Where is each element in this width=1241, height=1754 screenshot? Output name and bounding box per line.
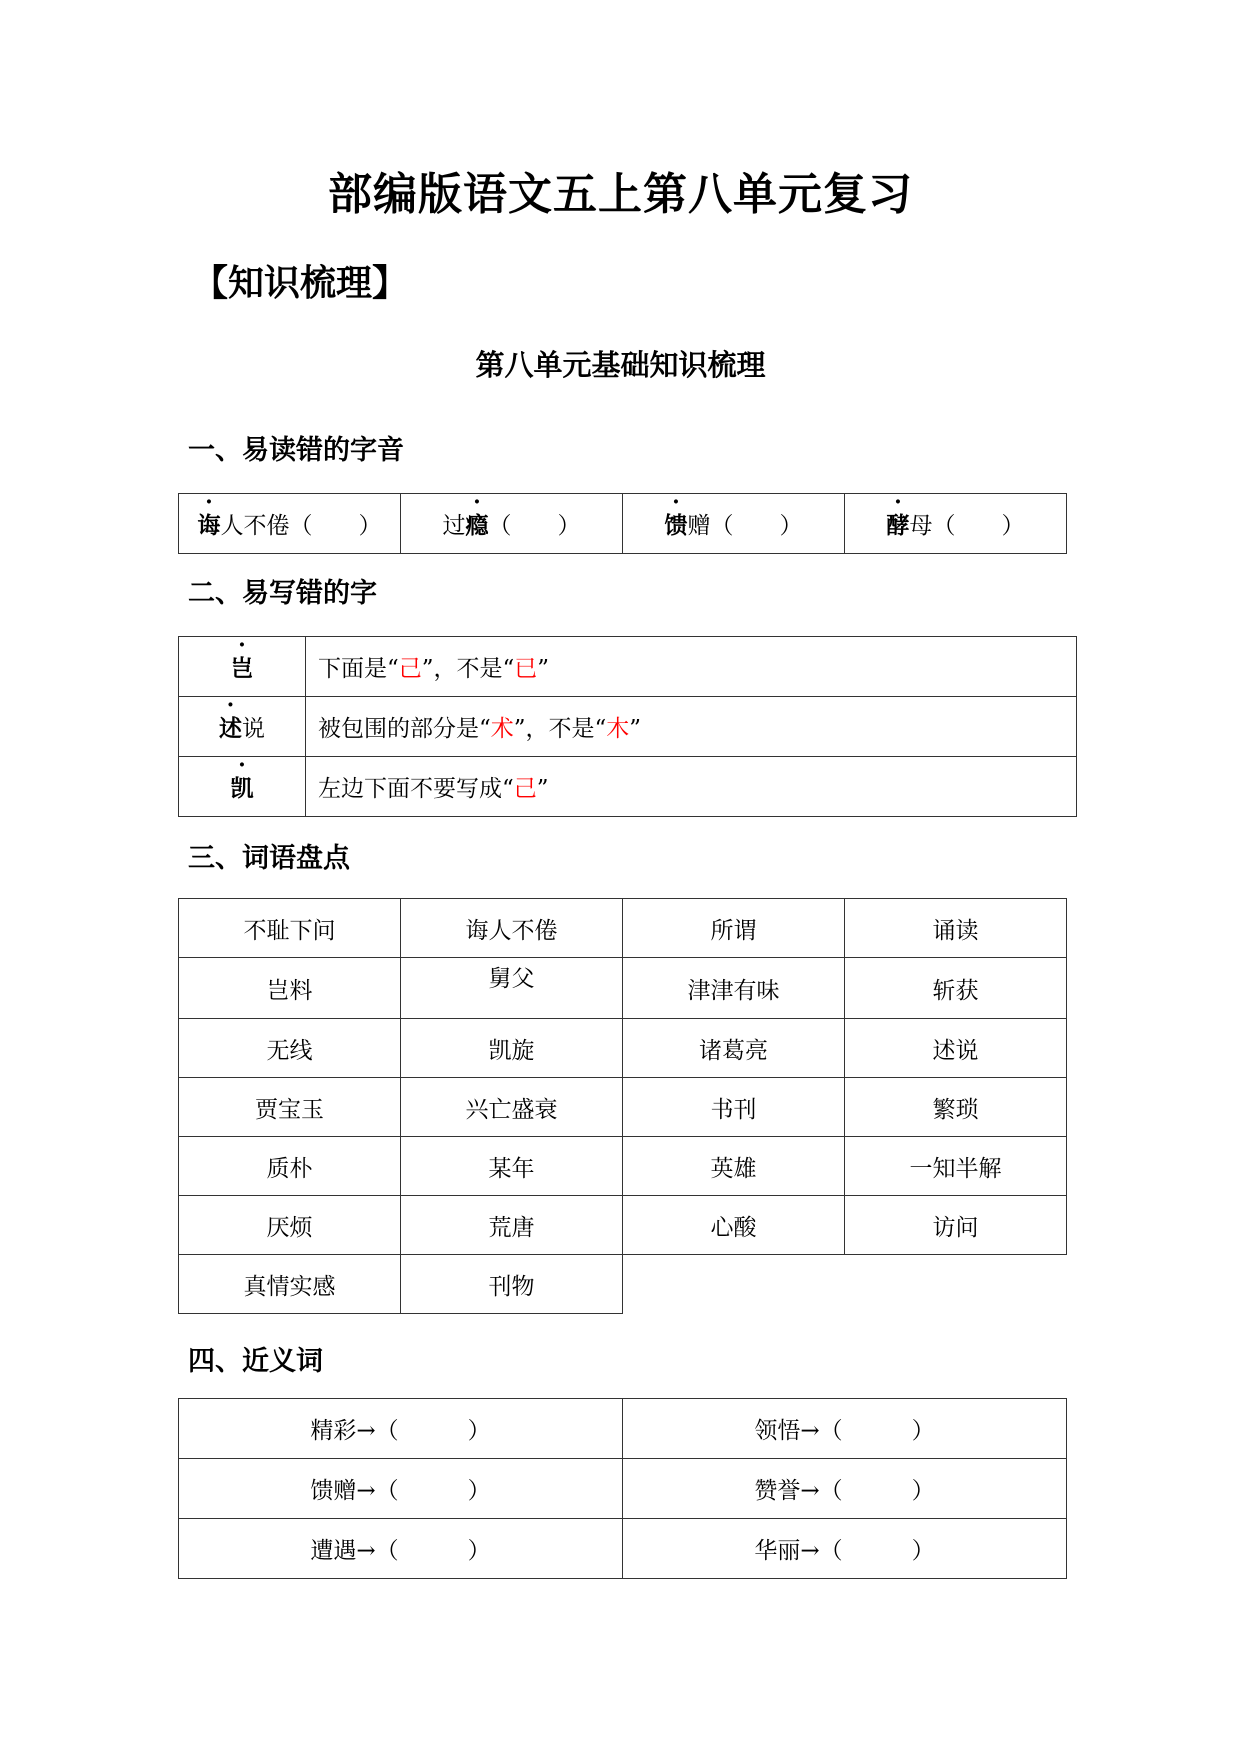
word-cell: 不耻下问 xyxy=(179,899,401,958)
word-cell: 诵读 xyxy=(845,899,1067,958)
word-cell: 一知半解 xyxy=(845,1137,1067,1196)
note-cell: 被包围的部分是“术”，不是“木” xyxy=(306,697,1077,757)
table-row xyxy=(179,1196,1067,1255)
pronunciation-cell: 馈赠（ ） xyxy=(623,494,845,554)
synonym-cell: 馈赠→（ ） xyxy=(179,1459,623,1519)
synonym-cell: 精彩→（ ） xyxy=(179,1399,623,1459)
word-cell: 贾宝玉 xyxy=(179,1078,401,1137)
word-cell: 述说 xyxy=(845,1019,1067,1078)
table-row xyxy=(179,637,1077,697)
word-cell: 厌烦 xyxy=(179,1196,401,1255)
table-row xyxy=(179,1137,1067,1196)
word-cell: 书刊 xyxy=(623,1078,845,1137)
pronunciation-cell: 过瘾（ ） xyxy=(401,494,623,554)
synonym-cell: 领悟→（ ） xyxy=(623,1399,1067,1459)
heading-synonyms: 四、近义词 xyxy=(188,1346,323,1377)
synonym-cell: 赞誉→（ ） xyxy=(623,1459,1067,1519)
empty-cell xyxy=(623,1255,845,1314)
word-cell: 岂料 xyxy=(179,958,401,1019)
word-cell: 诲人不倦 xyxy=(401,899,623,958)
heading-writing: 二、易写错的字 xyxy=(188,578,377,609)
heading-pronunciation: 一、易读错的字音 xyxy=(188,435,404,466)
pronunciation-cell: 诲人不倦（ ） xyxy=(179,494,401,554)
word-cell: 诸葛亮 xyxy=(623,1019,845,1078)
word-cell: 繁琐 xyxy=(845,1078,1067,1137)
pronunciation-table xyxy=(178,493,1067,554)
word-cell: 舅父 xyxy=(401,958,623,1019)
table-row xyxy=(179,1078,1067,1137)
table-row xyxy=(179,1459,1067,1519)
table-row xyxy=(179,1019,1067,1078)
table-row xyxy=(179,899,1067,958)
table-row xyxy=(179,958,1067,1019)
word-cell: 凯旋 xyxy=(401,1019,623,1078)
word-cell: 荒唐 xyxy=(401,1196,623,1255)
table-row xyxy=(179,697,1077,757)
table-row xyxy=(179,1519,1067,1579)
writing-table xyxy=(178,636,1077,817)
character-cell: 述说 xyxy=(179,697,306,757)
word-cell: 所谓 xyxy=(623,899,845,958)
word-cell: 刊物 xyxy=(401,1255,623,1314)
synonym-cell: 遭遇→（ ） xyxy=(179,1519,623,1579)
note-cell: 下面是“己”，不是“已” xyxy=(306,637,1077,697)
word-cell: 真情实感 xyxy=(179,1255,401,1314)
table-row xyxy=(179,1255,1067,1314)
word-cell: 无线 xyxy=(179,1019,401,1078)
section-title: 【知识梳理】 xyxy=(192,263,409,304)
table-row xyxy=(179,1399,1067,1459)
note-cell: 左边下面不要写成“己” xyxy=(306,757,1077,817)
word-cell: 质朴 xyxy=(179,1137,401,1196)
synonym-cell: 华丽→（ ） xyxy=(623,1519,1067,1579)
character-cell: 凯 xyxy=(179,757,306,817)
words-table xyxy=(178,898,1067,1314)
subtitle: 第八单元基础知识梳理 xyxy=(475,348,766,382)
word-cell: 英雄 xyxy=(623,1137,845,1196)
synonyms-table xyxy=(178,1398,1067,1579)
word-cell: 访问 xyxy=(845,1196,1067,1255)
heading-words: 三、词语盘点 xyxy=(188,843,350,874)
word-cell: 津津有味 xyxy=(623,958,845,1019)
table-row xyxy=(179,757,1077,817)
word-cell: 心酸 xyxy=(623,1196,845,1255)
word-cell: 某年 xyxy=(401,1137,623,1196)
word-cell: 兴亡盛衰 xyxy=(401,1078,623,1137)
character-cell: 岂 xyxy=(179,637,306,697)
word-cell: 斩获 xyxy=(845,958,1067,1019)
pronunciation-cell: 酵母（ ） xyxy=(845,494,1067,554)
empty-cell xyxy=(845,1255,1067,1314)
page-title: 部编版语文五上第八单元复习 xyxy=(328,169,913,220)
